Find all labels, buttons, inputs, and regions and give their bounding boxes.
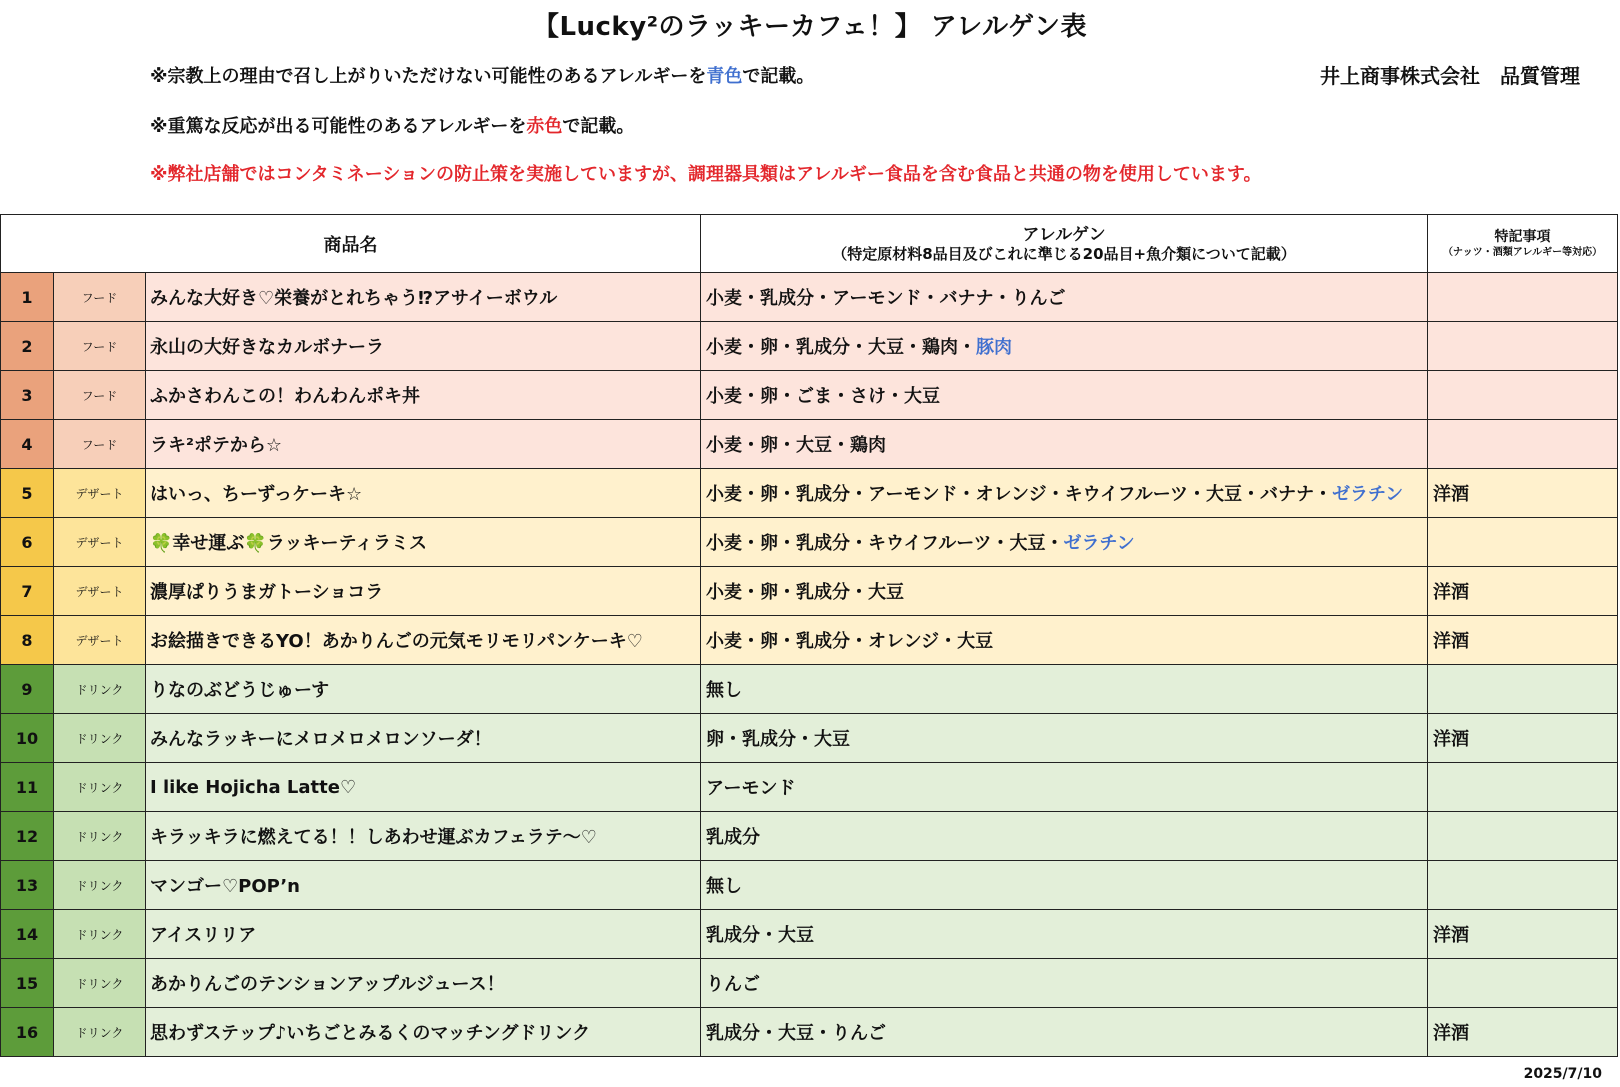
allergen-list: アーモンド [706, 778, 796, 799]
table-row [1, 469, 1618, 518]
row-number: 4 [1, 420, 54, 469]
table-row [1, 763, 1618, 812]
row-allergens [701, 420, 1428, 469]
allergen-list: 小麦・卵・ごま・さけ・大豆 [706, 386, 941, 407]
allergen-religious: ゼラチン [1063, 533, 1135, 554]
row-product-name: みんな大好き♡栄養がとれちゃう⁉アサイーボウル [146, 273, 701, 322]
row-category: フード [54, 420, 146, 469]
row-number: 15 [1, 959, 54, 1008]
row-special-note [1428, 518, 1618, 567]
allergen-list: 小麦・卵・乳成分・大豆 [706, 582, 905, 603]
table-row [1, 371, 1618, 420]
row-category: デザート [54, 518, 146, 567]
row-number: 2 [1, 322, 54, 371]
allergen-list: 小麦・卵・乳成分・アーモンド・オレンジ・キウイフルーツ・大豆・バナナ・ [706, 484, 1333, 505]
header-allergen-subtitle: （特定原材料8品目及びこれに準じる20品目+魚介類について記載） [832, 244, 1296, 263]
note-severe-text: ※重篤な反応が出る可能性のあるアレルギーを [150, 116, 527, 137]
note-religious-highlight: 青色 [706, 66, 743, 87]
row-category: フード [54, 371, 146, 420]
row-special-note [1428, 959, 1618, 1008]
row-category: ドリンク [54, 910, 146, 959]
row-allergens [701, 273, 1428, 322]
allergen-list: 無し [706, 680, 743, 701]
allergen-list: 卵・乳成分・大豆 [706, 729, 851, 750]
row-category: ドリンク [54, 812, 146, 861]
row-special-note [1428, 812, 1618, 861]
allergen-list: 小麦・卵・乳成分・オレンジ・大豆 [706, 631, 994, 652]
row-product-name: みんなラッキーにメロメロメロンソーダ！ [146, 714, 701, 763]
row-product-name: マンゴー♡POP’n [146, 861, 701, 910]
row-category: ドリンク [54, 959, 146, 1008]
allergen-list: 小麦・卵・大豆・鶏肉 [706, 435, 887, 456]
row-product-name: あかりんごのテンションアップルジュース！ [146, 959, 701, 1008]
row-category: デザート [54, 567, 146, 616]
table-row [1, 518, 1618, 567]
row-product-name: 濃厚ぱりうまガトーショコラ [146, 567, 701, 616]
table-row [1, 273, 1618, 322]
row-product-name: お絵描きできるYO！あかりんごの元気モリモリパンケーキ♡ [146, 616, 701, 665]
allergen-religious: ゼラチン [1332, 484, 1404, 505]
note-severe [150, 112, 634, 138]
row-number: 5 [1, 469, 54, 518]
row-special-note [1428, 322, 1618, 371]
row-category: フード [54, 322, 146, 371]
row-number: 6 [1, 518, 54, 567]
row-category: デザート [54, 469, 146, 518]
allergen-list: 乳成分・大豆 [706, 925, 815, 946]
row-allergens [701, 567, 1428, 616]
row-category: ドリンク [54, 861, 146, 910]
header-note-subtitle: （ナッツ・酒類アレルギー等対応） [1442, 246, 1603, 258]
allergen-list: 乳成分 [706, 827, 761, 848]
allergen-list: りんご [706, 974, 761, 995]
row-special-note: 洋酒 [1428, 714, 1618, 763]
row-product-name: アイスリリア [146, 910, 701, 959]
header-allergen [701, 215, 1428, 273]
row-allergens [701, 371, 1428, 420]
row-number: 3 [1, 371, 54, 420]
row-product-name: キラッキラに燃えてる！！しあわせ運ぶカフェラテ～♡ [146, 812, 701, 861]
allergen-list: 乳成分・大豆・りんご [706, 1023, 887, 1044]
table-row [1, 861, 1618, 910]
row-allergens [701, 812, 1428, 861]
row-category: ドリンク [54, 1008, 146, 1057]
row-special-note [1428, 665, 1618, 714]
row-category: フード [54, 273, 146, 322]
row-allergens [701, 1008, 1428, 1057]
table-row [1, 812, 1618, 861]
row-category: デザート [54, 616, 146, 665]
header-allergen-title: アレルゲン [1022, 224, 1106, 245]
row-product-name: ラキ²ポテから☆ [146, 420, 701, 469]
row-allergens [701, 959, 1428, 1008]
allergen-table [0, 214, 1618, 1057]
row-allergens [701, 616, 1428, 665]
header-note-title: 特記事項 [1494, 228, 1551, 245]
note-religious [150, 62, 814, 88]
row-category: ドリンク [54, 763, 146, 812]
row-category: ドリンク [54, 714, 146, 763]
row-number: 10 [1, 714, 54, 763]
row-special-note [1428, 420, 1618, 469]
table-row [1, 420, 1618, 469]
row-allergens [701, 469, 1428, 518]
table-row [1, 910, 1618, 959]
row-product-name: りなのぶどうじゅーす [146, 665, 701, 714]
note-religious-text: ※宗教上の理由で召し上がりいただけない可能性のあるアレルギーを [150, 66, 707, 87]
row-number: 7 [1, 567, 54, 616]
row-number: 8 [1, 616, 54, 665]
page-title: 【Lucky²のラッキーカフェ！】 アレルゲン表 [532, 12, 1088, 42]
row-product-name: ふかさわんこの！わんわんポキ丼 [146, 371, 701, 420]
row-number: 12 [1, 812, 54, 861]
row-allergens [701, 910, 1428, 959]
note-contamination: ※弊社店舗ではコンタミネーションの防止策を実施していますが、調理器具類はアレルギー食品を含む食品と共通の物を使用しています。 [150, 164, 1262, 185]
row-allergens [701, 763, 1428, 812]
row-special-note [1428, 861, 1618, 910]
allergen-list: 小麦・卵・乳成分・大豆・鶏肉・ [706, 337, 977, 358]
row-number: 11 [1, 763, 54, 812]
row-allergens [701, 665, 1428, 714]
row-special-note: 洋酒 [1428, 910, 1618, 959]
row-allergens [701, 861, 1428, 910]
note-severe-suffix: で記載。 [562, 116, 635, 137]
allergen-list: 無し [706, 876, 743, 897]
table-row [1, 1008, 1618, 1057]
row-product-name: 永山の大好きなカルボナーラ [146, 322, 701, 371]
row-product-name: I like Hojicha Latte♡ [146, 763, 701, 812]
row-number: 13 [1, 861, 54, 910]
note-severe-highlight: 赤色 [526, 116, 563, 137]
row-special-note: 洋酒 [1428, 469, 1618, 518]
header-special-note [1428, 215, 1618, 273]
row-number: 9 [1, 665, 54, 714]
row-special-note: 洋酒 [1428, 567, 1618, 616]
row-category: ドリンク [54, 665, 146, 714]
header-product-name: 商品名 [1, 215, 701, 273]
row-product-name: 🍀幸せ運ぶ🍀ラッキーティラミス [146, 518, 701, 567]
company-name: 井上商事株式会社 品質管理 [1320, 64, 1580, 88]
row-product-name: はいっ、ちーずっケーキ☆ [146, 469, 701, 518]
table-row [1, 714, 1618, 763]
row-allergens [701, 714, 1428, 763]
row-number: 1 [1, 273, 54, 322]
row-special-note [1428, 273, 1618, 322]
table-row [1, 322, 1618, 371]
table-row [1, 959, 1618, 1008]
allergen-religious: 豚肉 [976, 337, 1013, 358]
allergen-list: 小麦・乳成分・アーモンド・バナナ・りんご [706, 288, 1066, 309]
note-religious-suffix: で記載。 [742, 66, 815, 87]
row-allergens [701, 322, 1428, 371]
row-special-note [1428, 371, 1618, 420]
row-special-note [1428, 763, 1618, 812]
row-number: 14 [1, 910, 54, 959]
date-stamp: 2025/7/10 [1523, 1066, 1602, 1082]
table-row [1, 567, 1618, 616]
row-number: 16 [1, 1008, 54, 1057]
row-product-name: 思わずステップ♪いちごとみるくのマッチングドリンク [146, 1008, 701, 1057]
allergen-list: 小麦・卵・乳成分・キウイフルーツ・大豆・ [706, 533, 1064, 554]
row-allergens [701, 518, 1428, 567]
table-row [1, 616, 1618, 665]
row-special-note: 洋酒 [1428, 1008, 1618, 1057]
table-header-row [1, 215, 1618, 273]
table-row [1, 665, 1618, 714]
row-special-note: 洋酒 [1428, 616, 1618, 665]
